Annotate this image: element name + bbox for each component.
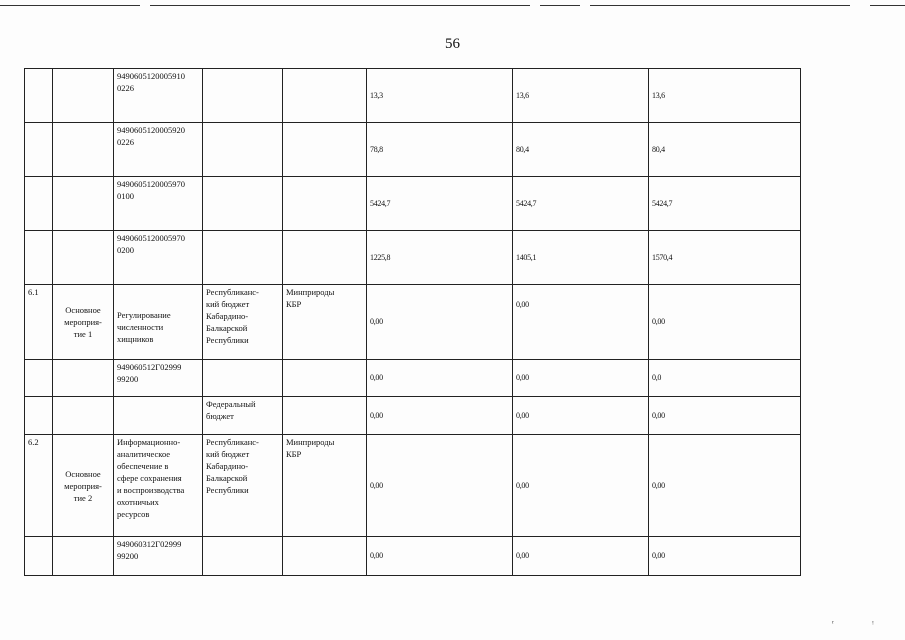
cell-value-2: 1405,1 <box>513 231 649 285</box>
table-row <box>25 177 801 231</box>
table-row <box>25 231 801 285</box>
cell-number <box>25 537 53 576</box>
cell-description: 9490605120005970 0100 <box>114 177 203 231</box>
cell-value-3: 80,4 <box>649 123 801 177</box>
cell-value-1: 0,00 <box>367 435 513 537</box>
cell-measure-name <box>53 231 114 285</box>
cell-description: Информационно- аналитическое обеспечение в сфере сохранения и воспроизводства охотничьих ресурсов <box>114 435 203 537</box>
scan-specks: ʳ ᵎ <box>832 618 892 628</box>
cell-description: Регулирование численности хищников <box>114 285 203 360</box>
cell-number <box>25 177 53 231</box>
cell-funding-source: Республиканс- кий бюджет Кабардино- Балкарской Республики <box>203 285 283 360</box>
cell-value-1: 5424,7 <box>367 177 513 231</box>
cell-funding-source: Республиканс- кий бюджет Кабардино- Балкарской Республики <box>203 435 283 537</box>
cell-description: 949060512Г02999 99200 <box>114 360 203 397</box>
cell-value-3: 13,6 <box>649 69 801 123</box>
cell-value-1: 0,00 <box>367 360 513 397</box>
cell-funding-source <box>203 537 283 576</box>
cell-value-2: 0,00 <box>513 360 649 397</box>
page-number: 56 <box>445 36 460 52</box>
cell-value-2: 0,00 <box>513 435 649 537</box>
cell-value-1: 0,00 <box>367 285 513 360</box>
table-row <box>25 69 801 123</box>
cell-executor <box>283 537 367 576</box>
cell-number <box>25 360 53 397</box>
cell-value-2: 0,00 <box>513 397 649 435</box>
cell-description: 949060312Г02999 99200 <box>114 537 203 576</box>
scan-edge-line <box>150 5 530 6</box>
cell-measure-name: Основное мероприя- тие 1 <box>53 285 114 360</box>
cell-value-1: 78,8 <box>367 123 513 177</box>
cell-executor <box>283 360 367 397</box>
scan-edge-line <box>590 5 850 6</box>
cell-number <box>25 231 53 285</box>
table-row <box>25 360 801 397</box>
cell-value-2: 13,6 <box>513 69 649 123</box>
scan-edge-line <box>0 5 140 6</box>
cell-funding-source <box>203 177 283 231</box>
cell-value-3: 0,0 <box>649 360 801 397</box>
cell-description <box>114 397 203 435</box>
cell-executor <box>283 69 367 123</box>
cell-value-2: 80,4 <box>513 123 649 177</box>
cell-funding-source <box>203 231 283 285</box>
cell-value-2: 0,00 <box>513 285 649 360</box>
cell-funding-source: Федеральный бюджет <box>203 397 283 435</box>
cell-executor: Минприроды КБР <box>283 285 367 360</box>
cell-value-1: 1225,8 <box>367 231 513 285</box>
table-row <box>25 285 801 360</box>
cell-executor <box>283 397 367 435</box>
cell-measure-name <box>53 397 114 435</box>
cell-funding-source <box>203 123 283 177</box>
cell-value-2: 0,00 <box>513 537 649 576</box>
scan-edge-line <box>540 5 580 6</box>
cell-value-2: 5424,7 <box>513 177 649 231</box>
cell-executor <box>283 177 367 231</box>
table-row <box>25 537 801 576</box>
cell-measure-name <box>53 69 114 123</box>
cell-number <box>25 397 53 435</box>
cell-description: 9490605120005910 0226 <box>114 69 203 123</box>
cell-value-3: 0,00 <box>649 537 801 576</box>
cell-value-3: 5424,7 <box>649 177 801 231</box>
cell-number: 6.1 <box>25 285 53 360</box>
cell-funding-source <box>203 360 283 397</box>
cell-executor <box>283 123 367 177</box>
scan-edge-line <box>870 5 905 6</box>
cell-value-1: 13,3 <box>367 69 513 123</box>
cell-value-1: 0,00 <box>367 537 513 576</box>
cell-measure-name: Основное мероприя- тие 2 <box>53 435 114 537</box>
cell-number <box>25 69 53 123</box>
cell-funding-source <box>203 69 283 123</box>
cell-value-1: 0,00 <box>367 397 513 435</box>
cell-executor: Минприроды КБР <box>283 435 367 537</box>
cell-description: 9490605120005970 0200 <box>114 231 203 285</box>
table-row <box>25 435 801 537</box>
cell-value-3: 0,00 <box>649 285 801 360</box>
table-row <box>25 397 801 435</box>
table-row <box>25 123 801 177</box>
cell-value-3: 0,00 <box>649 397 801 435</box>
cell-measure-name <box>53 537 114 576</box>
cell-executor <box>283 231 367 285</box>
cell-description: 9490605120005920 0226 <box>114 123 203 177</box>
budget-table <box>24 68 801 576</box>
cell-measure-name <box>53 123 114 177</box>
cell-value-3: 0,00 <box>649 435 801 537</box>
cell-measure-name <box>53 360 114 397</box>
cell-measure-name <box>53 177 114 231</box>
cell-number <box>25 123 53 177</box>
cell-number: 6.2 <box>25 435 53 537</box>
cell-value-3: 1570,4 <box>649 231 801 285</box>
